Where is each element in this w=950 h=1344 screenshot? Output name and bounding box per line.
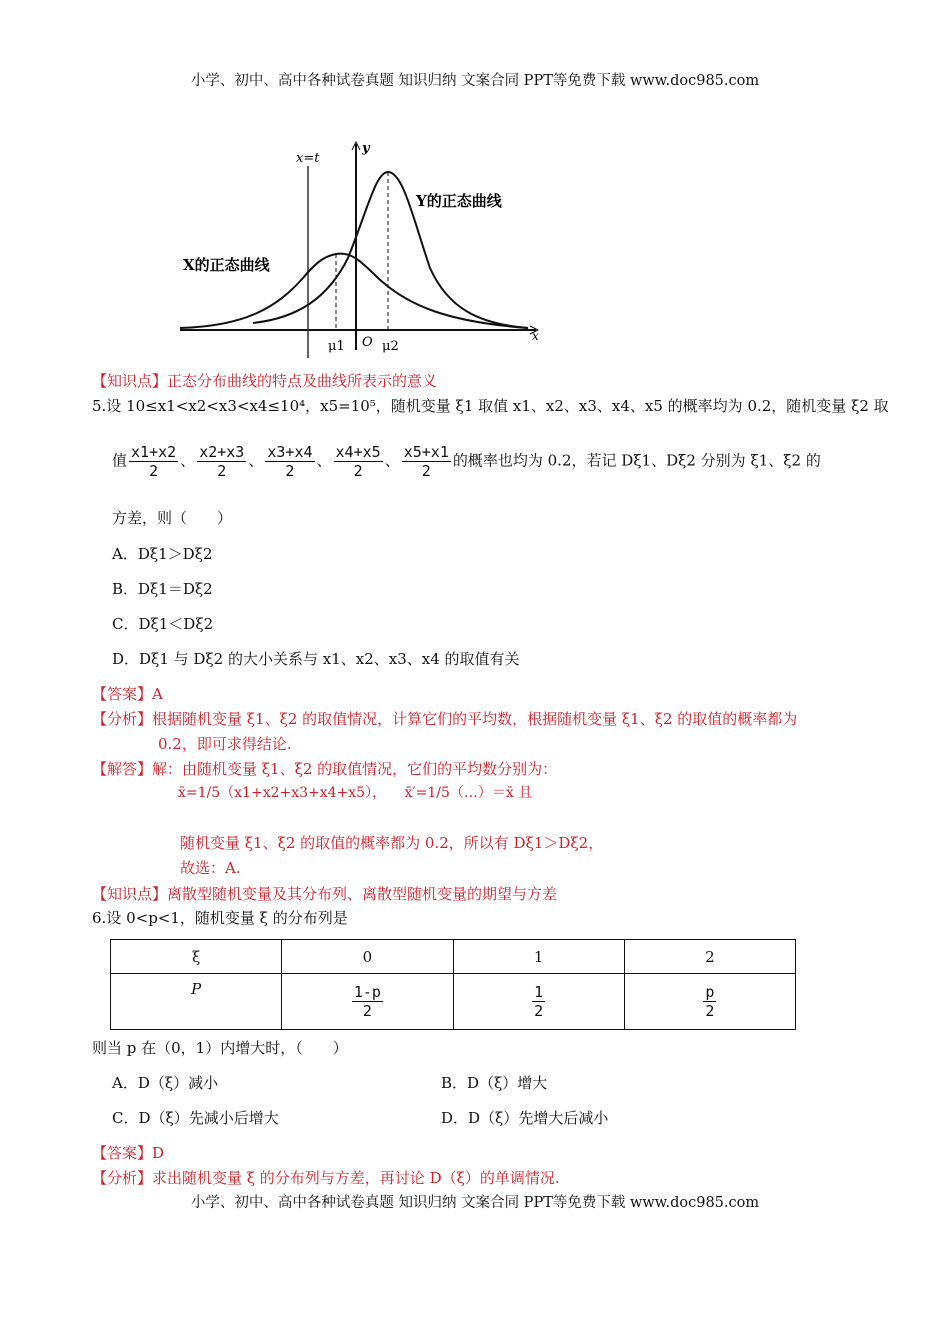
knowledge-point-2: 【知识点】离散型随机变量及其分布列、离散型随机变量的期望与方差 [92, 885, 558, 903]
knowledge-point-1: 【知识点】正态分布曲线的特点及曲线所表示的意义 [92, 372, 438, 390]
label-y-curve: Y的正态曲线 [416, 192, 502, 210]
fraction: $\frac{x2+x3}{2}$ [199, 443, 245, 480]
table-cell: ξ [111, 940, 282, 974]
mean-equation-1: x̄=1/5（x1+x2+x3+x4+x5）， [178, 785, 387, 801]
q5-solution-4: 故选：A. [180, 859, 241, 877]
table-header-row [111, 940, 796, 974]
q6-option-d: D．D（ξ）先增大后减小 [441, 1109, 609, 1127]
fraction: $\frac{x1+x2}{2}$ [131, 443, 177, 480]
normal-curves-figure [178, 138, 548, 363]
q5-solution-equations [178, 782, 532, 802]
label-x-t: x=t [296, 151, 320, 166]
q6-analysis: 【分析】求出随机变量 ξ 的分布列与方差，再讨论 D（ξ）的单调情况. [92, 1169, 560, 1187]
q6-question: 则当 p 在（0，1）内增大时，（ ） [92, 1039, 348, 1057]
q5-stem-line1: 5.设 10≤x1<x2<x3<x4≤10⁴，x5=10⁵，随机变量 ξ1 取值 x1、x2、x3、x4、x5 的概率均为 0.2，随机变量 ξ2 取 [92, 397, 889, 415]
fraction: $\frac{x5+x1}{2}$ [403, 443, 449, 480]
table-cell: $\frac{p}{2}$ [624, 974, 795, 1030]
sep: 、 [248, 451, 264, 470]
label-y: y [362, 141, 370, 156]
table-cell: 0 [282, 940, 453, 974]
label-x: x [532, 329, 539, 343]
q5-stem-line2 [112, 443, 821, 480]
table-cell: $\frac{1-p}{2}$ [282, 974, 453, 1030]
table-cell: 1 [453, 940, 624, 974]
q5-answer: 【答案】A [92, 685, 163, 703]
page-header: 小学、初中、高中各种试卷真题 知识归纳 文案合同 PPT等免费下载 www.doc985.com [190, 73, 760, 89]
sep: 、 [316, 451, 332, 470]
table-row [111, 974, 796, 1030]
page-footer: 小学、初中、高中各种试卷真题 知识归纳 文案合同 PPT等免费下载 www.doc985.com [190, 1195, 760, 1211]
label-mu2: μ2 [382, 339, 399, 354]
distribution-table [110, 939, 796, 1030]
label-origin: O [362, 335, 373, 350]
table-cell: 2 [624, 940, 795, 974]
q5-solution-1: 【解答】解：由随机变量 ξ1、ξ2 的取值情况，它们的平均数分别为： [92, 760, 558, 778]
q5-option-c: C．Dξ1＜Dξ2 [112, 615, 214, 633]
text: 的概率也均为 0.2，若记 Dξ1、Dξ2 分别为 ξ1、ξ2 的 [452, 451, 821, 470]
q5-solution-3: 随机变量 ξ1、ξ2 的取值的概率都为 0.2，所以有 Dξ1＞Dξ2， [180, 834, 604, 852]
q5-option-b: B．Dξ1＝Dξ2 [112, 580, 213, 598]
q6-option-c: C．D（ξ）先减小后增大 [112, 1109, 279, 1127]
q6-option-a: A．D（ξ）减小 [112, 1074, 219, 1092]
q6-stem: 6.设 0<p<1，随机变量 ξ 的分布列是 [92, 909, 348, 927]
q5-option-a: A．Dξ1＞Dξ2 [112, 545, 213, 563]
label-x-curve: X的正态曲线 [183, 256, 270, 274]
label-mu1: μ1 [328, 339, 345, 354]
fraction: $\frac{x3+x4}{2}$ [267, 443, 313, 480]
q6-option-b: B．D（ξ）增大 [441, 1074, 548, 1092]
sep: 、 [180, 451, 196, 470]
mean-equation-2: x̄′=1/5（…）＝x̄ 且 [404, 785, 533, 801]
q6-answer: 【答案】D [92, 1144, 165, 1162]
q5-stem-line3: 方差，则（ ） [112, 509, 233, 527]
q5-analysis-2: 0.2，即可求得结论. [158, 735, 292, 753]
fraction: $\frac{x4+x5}{2}$ [335, 443, 381, 480]
table-cell: $\frac{1}{2}$ [453, 974, 624, 1030]
q5-option-d: D．Dξ1 与 Dξ2 的大小关系与 x1、x2、x3、x4 的取值有关 [112, 650, 520, 668]
table-cell: P [111, 974, 282, 1030]
text: 值 [112, 451, 128, 470]
sep: 、 [384, 451, 400, 470]
q5-analysis-1: 【分析】根据随机变量 ξ1、ξ2 的取值情况，计算它们的平均数，根据随机变量 ξ1、ξ2 的取值的概率都为 [92, 710, 798, 728]
